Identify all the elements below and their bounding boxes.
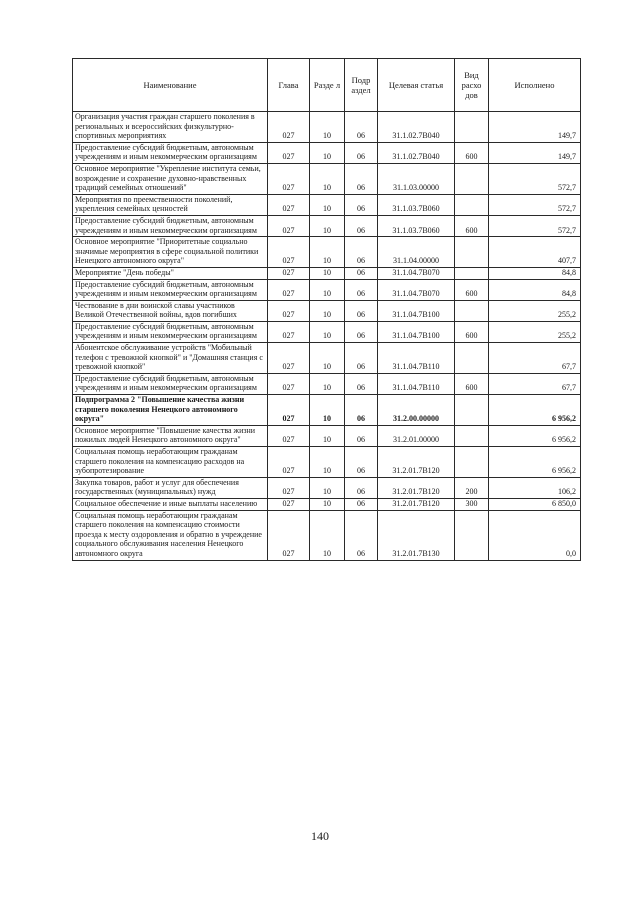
- cell-executed: 149,7: [489, 112, 581, 143]
- cell-chapter: 027: [268, 112, 310, 143]
- cell-name: Социальное обеспечение и иные выплаты населению: [73, 498, 268, 510]
- cell-target-article: 31.2.01.00000: [378, 425, 455, 446]
- cell-expense-type: 600: [455, 321, 489, 342]
- cell-name: Предоставление субсидий бюджетным, автономным учреждениям и иным некоммерческим организациям: [73, 215, 268, 236]
- cell-subsection: 06: [345, 477, 378, 498]
- cell-expense-type: [455, 237, 489, 268]
- table-row: [73, 112, 581, 143]
- table-body: [73, 112, 581, 561]
- cell-chapter: 027: [268, 395, 310, 426]
- cell-target-article: 31.1.04.7В100: [378, 321, 455, 342]
- cell-target-article: 31.2.00.00000: [378, 395, 455, 426]
- cell-subsection: 06: [345, 373, 378, 394]
- cell-chapter: 027: [268, 498, 310, 510]
- cell-section: 10: [310, 215, 345, 236]
- cell-chapter: 027: [268, 215, 310, 236]
- table-row: [73, 142, 581, 163]
- header-expense-type: Вид расхо дов: [455, 59, 489, 112]
- cell-executed: 572,7: [489, 194, 581, 215]
- cell-subsection: 06: [345, 279, 378, 300]
- cell-section: 10: [310, 510, 345, 560]
- cell-executed: 84,8: [489, 267, 581, 279]
- cell-name: Предоставление субсидий бюджетным, автономным учреждениям и иным некоммерческим организациям: [73, 321, 268, 342]
- header-chapter: Глава: [268, 59, 310, 112]
- table-row: [73, 510, 581, 560]
- cell-subsection: 06: [345, 142, 378, 163]
- cell-chapter: 027: [268, 477, 310, 498]
- cell-section: 10: [310, 267, 345, 279]
- cell-executed: 407,7: [489, 237, 581, 268]
- cell-expense-type: [455, 163, 489, 194]
- cell-name: Подпрограмма 2 "Повышение качества жизни старшего поколения Ненецкого автономного округа": [73, 395, 268, 426]
- cell-name: Предоставление субсидий бюджетным, автономным учреждениям и иным некоммерческим организациям: [73, 142, 268, 163]
- cell-expense-type: [455, 300, 489, 321]
- cell-name: Предоставление субсидий бюджетным, автономным учреждениям и иным некоммерческим организациям: [73, 279, 268, 300]
- cell-section: 10: [310, 447, 345, 478]
- cell-section: 10: [310, 194, 345, 215]
- cell-executed: 67,7: [489, 373, 581, 394]
- budget-table: [72, 58, 581, 561]
- cell-executed: 0,0: [489, 510, 581, 560]
- cell-target-article: 31.1.04.7В110: [378, 373, 455, 394]
- cell-section: 10: [310, 425, 345, 446]
- table-row: [73, 194, 581, 215]
- cell-name: Мероприятия по преемственности поколений, укрепления семейных ценностей: [73, 194, 268, 215]
- cell-executed: 572,7: [489, 163, 581, 194]
- cell-target-article: 31.1.04.00000: [378, 237, 455, 268]
- cell-section: 10: [310, 395, 345, 426]
- cell-subsection: 06: [345, 163, 378, 194]
- cell-expense-type: [455, 343, 489, 374]
- cell-target-article: 31.1.03.7В060: [378, 194, 455, 215]
- cell-chapter: 027: [268, 279, 310, 300]
- cell-name: Основное мероприятие "Укрепление института семьи, возрождение и сохранение духовно-нравственных традиций семейных отношений": [73, 163, 268, 194]
- cell-target-article: 31.1.04.7В070: [378, 267, 455, 279]
- cell-name: Закупка товаров, работ и услуг для обеспечения государственных (муниципальных) нужд: [73, 477, 268, 498]
- page-number: 140: [311, 829, 329, 843]
- cell-chapter: 027: [268, 300, 310, 321]
- table-row: [73, 163, 581, 194]
- cell-name: Чествование в дни воинской славы участников Великой Отечественной войны, вдов погибших: [73, 300, 268, 321]
- cell-expense-type: 600: [455, 215, 489, 236]
- cell-subsection: 06: [345, 215, 378, 236]
- cell-section: 10: [310, 142, 345, 163]
- cell-section: 10: [310, 279, 345, 300]
- table-row: [73, 279, 581, 300]
- cell-subsection: 06: [345, 237, 378, 268]
- cell-chapter: 027: [268, 237, 310, 268]
- cell-name: Организация участия граждан старшего поколения в региональных и всероссийских физкультурно-спортивных мероприятиях: [73, 112, 268, 143]
- cell-target-article: 31.2.01.7В120: [378, 447, 455, 478]
- cell-subsection: 06: [345, 267, 378, 279]
- cell-expense-type: [455, 112, 489, 143]
- cell-executed: 149,7: [489, 142, 581, 163]
- cell-target-article: 31.1.04.7В070: [378, 279, 455, 300]
- cell-section: 10: [310, 112, 345, 143]
- cell-executed: 106,2: [489, 477, 581, 498]
- cell-name: Основное мероприятие "Повышение качества жизни пожилых людей Ненецкого автономного округа": [73, 425, 268, 446]
- cell-chapter: 027: [268, 267, 310, 279]
- cell-section: 10: [310, 163, 345, 194]
- cell-chapter: 027: [268, 373, 310, 394]
- cell-name: Предоставление субсидий бюджетным, автономным учреждениям и иным некоммерческим организациям: [73, 373, 268, 394]
- table-row: [73, 321, 581, 342]
- cell-target-article: 31.1.02.7В040: [378, 142, 455, 163]
- cell-chapter: 027: [268, 194, 310, 215]
- cell-chapter: 027: [268, 425, 310, 446]
- cell-executed: 6 956,2: [489, 425, 581, 446]
- cell-target-article: 31.1.04.7В110: [378, 343, 455, 374]
- table-header-row: [73, 59, 581, 112]
- cell-chapter: 027: [268, 510, 310, 560]
- cell-expense-type: 300: [455, 498, 489, 510]
- cell-executed: 6 850,0: [489, 498, 581, 510]
- cell-expense-type: [455, 447, 489, 478]
- table-row: [73, 425, 581, 446]
- cell-subsection: 06: [345, 498, 378, 510]
- cell-executed: 6 956,2: [489, 395, 581, 426]
- cell-name: Социальная помощь неработающим гражданам старшего поколения на компенсацию расходов на зубопротезирование: [73, 447, 268, 478]
- cell-executed: 255,2: [489, 321, 581, 342]
- cell-expense-type: 600: [455, 373, 489, 394]
- header-section: Разде л: [310, 59, 345, 112]
- table-row: [73, 267, 581, 279]
- cell-section: 10: [310, 321, 345, 342]
- table-row: [73, 447, 581, 478]
- header-executed: Исполнено: [489, 59, 581, 112]
- cell-executed: 572,7: [489, 215, 581, 236]
- cell-target-article: 31.1.02.7В040: [378, 112, 455, 143]
- table-row: [73, 498, 581, 510]
- table-row: [73, 395, 581, 426]
- cell-expense-type: [455, 194, 489, 215]
- cell-section: 10: [310, 373, 345, 394]
- cell-section: 10: [310, 343, 345, 374]
- header-name: Наименование: [73, 59, 268, 112]
- cell-target-article: 31.2.01.7В120: [378, 477, 455, 498]
- cell-expense-type: 200: [455, 477, 489, 498]
- cell-subsection: 06: [345, 300, 378, 321]
- cell-expense-type: 600: [455, 279, 489, 300]
- cell-target-article: 31.1.03.7В060: [378, 215, 455, 236]
- cell-name: Абонентское обслуживание устройств "Мобильный телефон с тревожной кнопкой" и "Домашняя станция с тревожной кнопкой": [73, 343, 268, 374]
- cell-executed: 255,2: [489, 300, 581, 321]
- cell-subsection: 06: [345, 447, 378, 478]
- cell-target-article: 31.2.01.7В120: [378, 498, 455, 510]
- cell-expense-type: 600: [455, 142, 489, 163]
- cell-executed: 6 956,2: [489, 447, 581, 478]
- cell-section: 10: [310, 477, 345, 498]
- cell-section: 10: [310, 237, 345, 268]
- cell-chapter: 027: [268, 447, 310, 478]
- table-row: [73, 373, 581, 394]
- cell-chapter: 027: [268, 321, 310, 342]
- cell-chapter: 027: [268, 343, 310, 374]
- cell-section: 10: [310, 300, 345, 321]
- cell-expense-type: [455, 395, 489, 426]
- cell-expense-type: [455, 267, 489, 279]
- cell-subsection: 06: [345, 425, 378, 446]
- header-subsection: Подр аздел: [345, 59, 378, 112]
- cell-target-article: 31.1.04.7В100: [378, 300, 455, 321]
- cell-subsection: 06: [345, 194, 378, 215]
- table-row: [73, 343, 581, 374]
- table-row: [73, 300, 581, 321]
- cell-subsection: 06: [345, 395, 378, 426]
- cell-subsection: 06: [345, 321, 378, 342]
- cell-name: Мероприятие "День победы": [73, 267, 268, 279]
- table-row: [73, 477, 581, 498]
- cell-name: Основное мероприятие "Приоритетные социально значимые мероприятия в сфере социальной политики Ненецкого автономного округа": [73, 237, 268, 268]
- cell-executed: 67,7: [489, 343, 581, 374]
- cell-subsection: 06: [345, 343, 378, 374]
- cell-section: 10: [310, 498, 345, 510]
- cell-name: Социальная помощь неработающим гражданам старшего поколения на компенсацию стоимости проезда к месту оздоровления и обратно в учреждение социального обслуживания населения Ненецкого автономного округа: [73, 510, 268, 560]
- cell-target-article: 31.2.01.7В130: [378, 510, 455, 560]
- table-row: [73, 215, 581, 236]
- table-row: [73, 237, 581, 268]
- cell-expense-type: [455, 425, 489, 446]
- cell-subsection: 06: [345, 112, 378, 143]
- cell-target-article: 31.1.03.00000: [378, 163, 455, 194]
- header-target-article: Целевая статья: [378, 59, 455, 112]
- cell-chapter: 027: [268, 163, 310, 194]
- cell-chapter: 027: [268, 142, 310, 163]
- cell-executed: 84,8: [489, 279, 581, 300]
- cell-expense-type: [455, 510, 489, 560]
- cell-subsection: 06: [345, 510, 378, 560]
